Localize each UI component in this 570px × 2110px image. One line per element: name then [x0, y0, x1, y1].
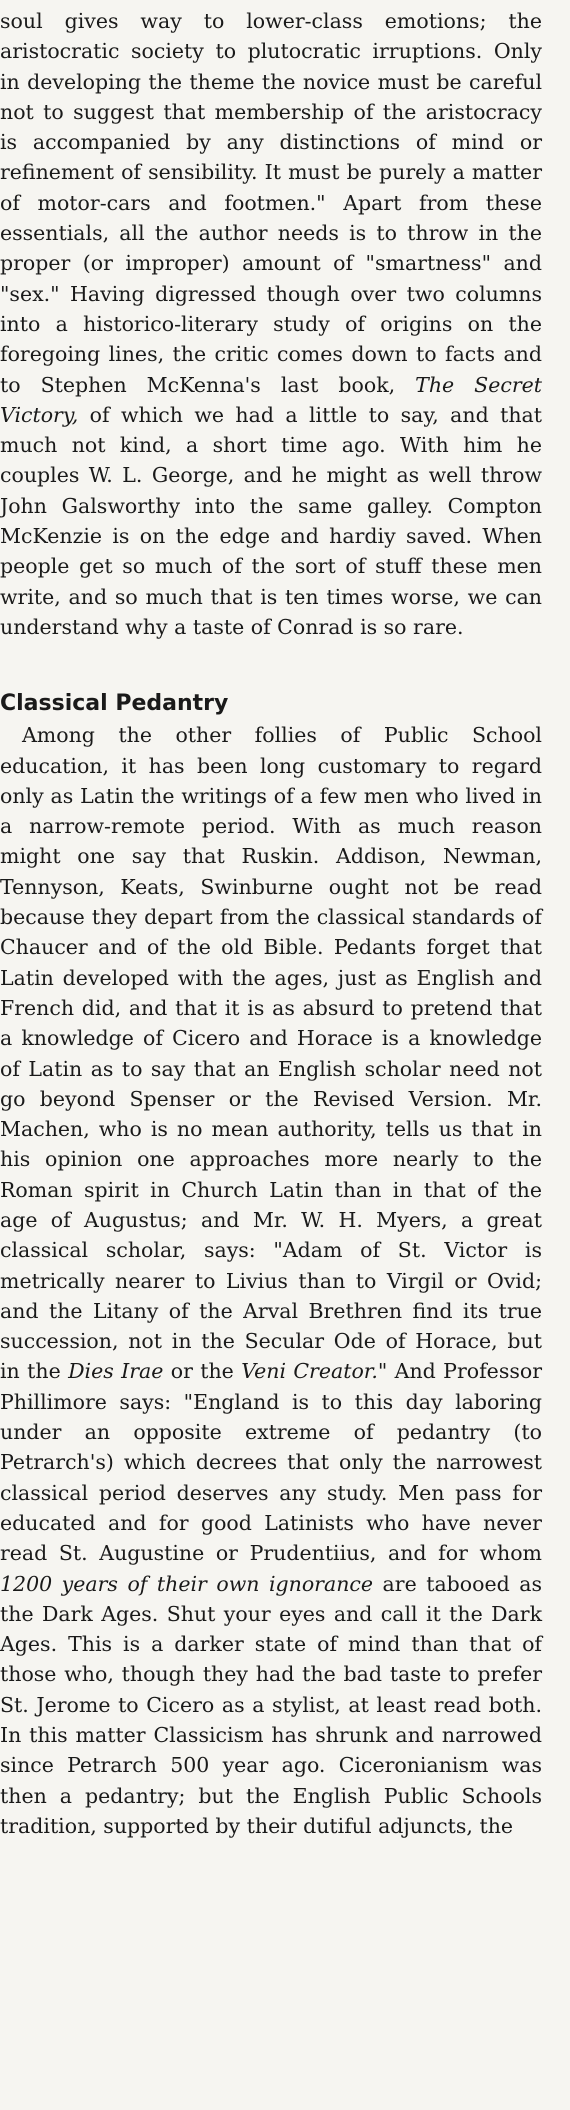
body-text-2: or the [163, 1359, 242, 1384]
article-body [0, 720, 542, 1841]
book-title: The Secret Victory, [0, 372, 543, 427]
article-text: soul gives way to lower-class emotions; the aristocratic society to plutocratic irruptions. Only in developing the theme the novice must be careful not to suggest that membership of the aristocracy is accompanied by any distinctions of mind or refinement of sensibility. It must be purely a matter of motor-cars and footmen." Apart from these essentials, all the author needs is to throw in the proper (or improper) amount of "smartness" and "sex." Having digressed though over two columns into a historico-literary study of origins on the foregoing lines, the critic comes down to facts and to Stephen McKenna's last book, [0, 9, 542, 397]
section-heading: Classical Pedantry [0, 691, 229, 717]
body-text-4: are tabooed as the Dark Ages. Shut your eyes and call it the Dark Ages. This is a darker state of mind than that of those who, though they had the bad taste to prefer St. Jerome to Cicero as a stylist, at least read both. In this matter Classicism has shrunk and narrowed since Petrarch 500 year ago. Ciceronianism was then a pedantry; but the English Public Schools tradition, supported by their dutiful adjuncts, the [0, 1571, 542, 1838]
body-text-1: Among the other follies of Public School education, it has been long customary to regard only as Latin the writings of a few men who lived in a narrow-remote period. With as much reason might one say that Ruskin. Addison, Newman, Tennyson, Keats, Swinburne ought not be read because they depart from the classical standards of Chaucer and of the old Bible. Pedants forget that Latin developed with the ages, just as English and French did, and that it is as absurd to pretend that a knowledge of Cicero and Horace is a knowledge of Latin as to say that an English scholar need not go beyond Spenser or the Revised Version. Mr. Machen, who is no mean authority, tells us that in his opinion one approaches more nearly to the Roman spirit in Church Latin than in that of the age of Augustus; and Mr. W. H. Myers, a great classical scholar, says: "Adam of St. Victor is metrically nearer to Livius than to Virgil or Ovid; and the Litany of the Arval Brethren find its true succession, not in the Secular Ode of Horace, but in the [0, 723, 542, 1384]
adjacent-column-edge [550, 0, 570, 2110]
article-continuation [0, 6, 542, 642]
italic-dies-irae: Dies Irae [68, 1359, 164, 1384]
italic-veni-creator: Veni Creator. [241, 1359, 378, 1384]
article-text-end: of which we had a little to say, and that much not kind, a short time ago. With him he couples W. L. George, and he might as well throw John Galsworthy into the same galley. Compton McKenzie is on the edge and hardiy saved. When people get so much of the sort of stuff these men write, and so much that is ten times worse, we can understand why a taste of Conrad is so rare. [0, 402, 542, 639]
italic-ignorance: 1200 years of their own ignorance [0, 1571, 374, 1596]
body-text-3: " And Professor Phillimore says: "England is to this day laboring under an opposite extreme of pedantry (to Petrarch's) which decrees that only the narrowest classical period deserves any study. Men pass for educated and for good Latinists who have never read St. Augustine or Prudentiius, and for whom [0, 1359, 542, 1566]
